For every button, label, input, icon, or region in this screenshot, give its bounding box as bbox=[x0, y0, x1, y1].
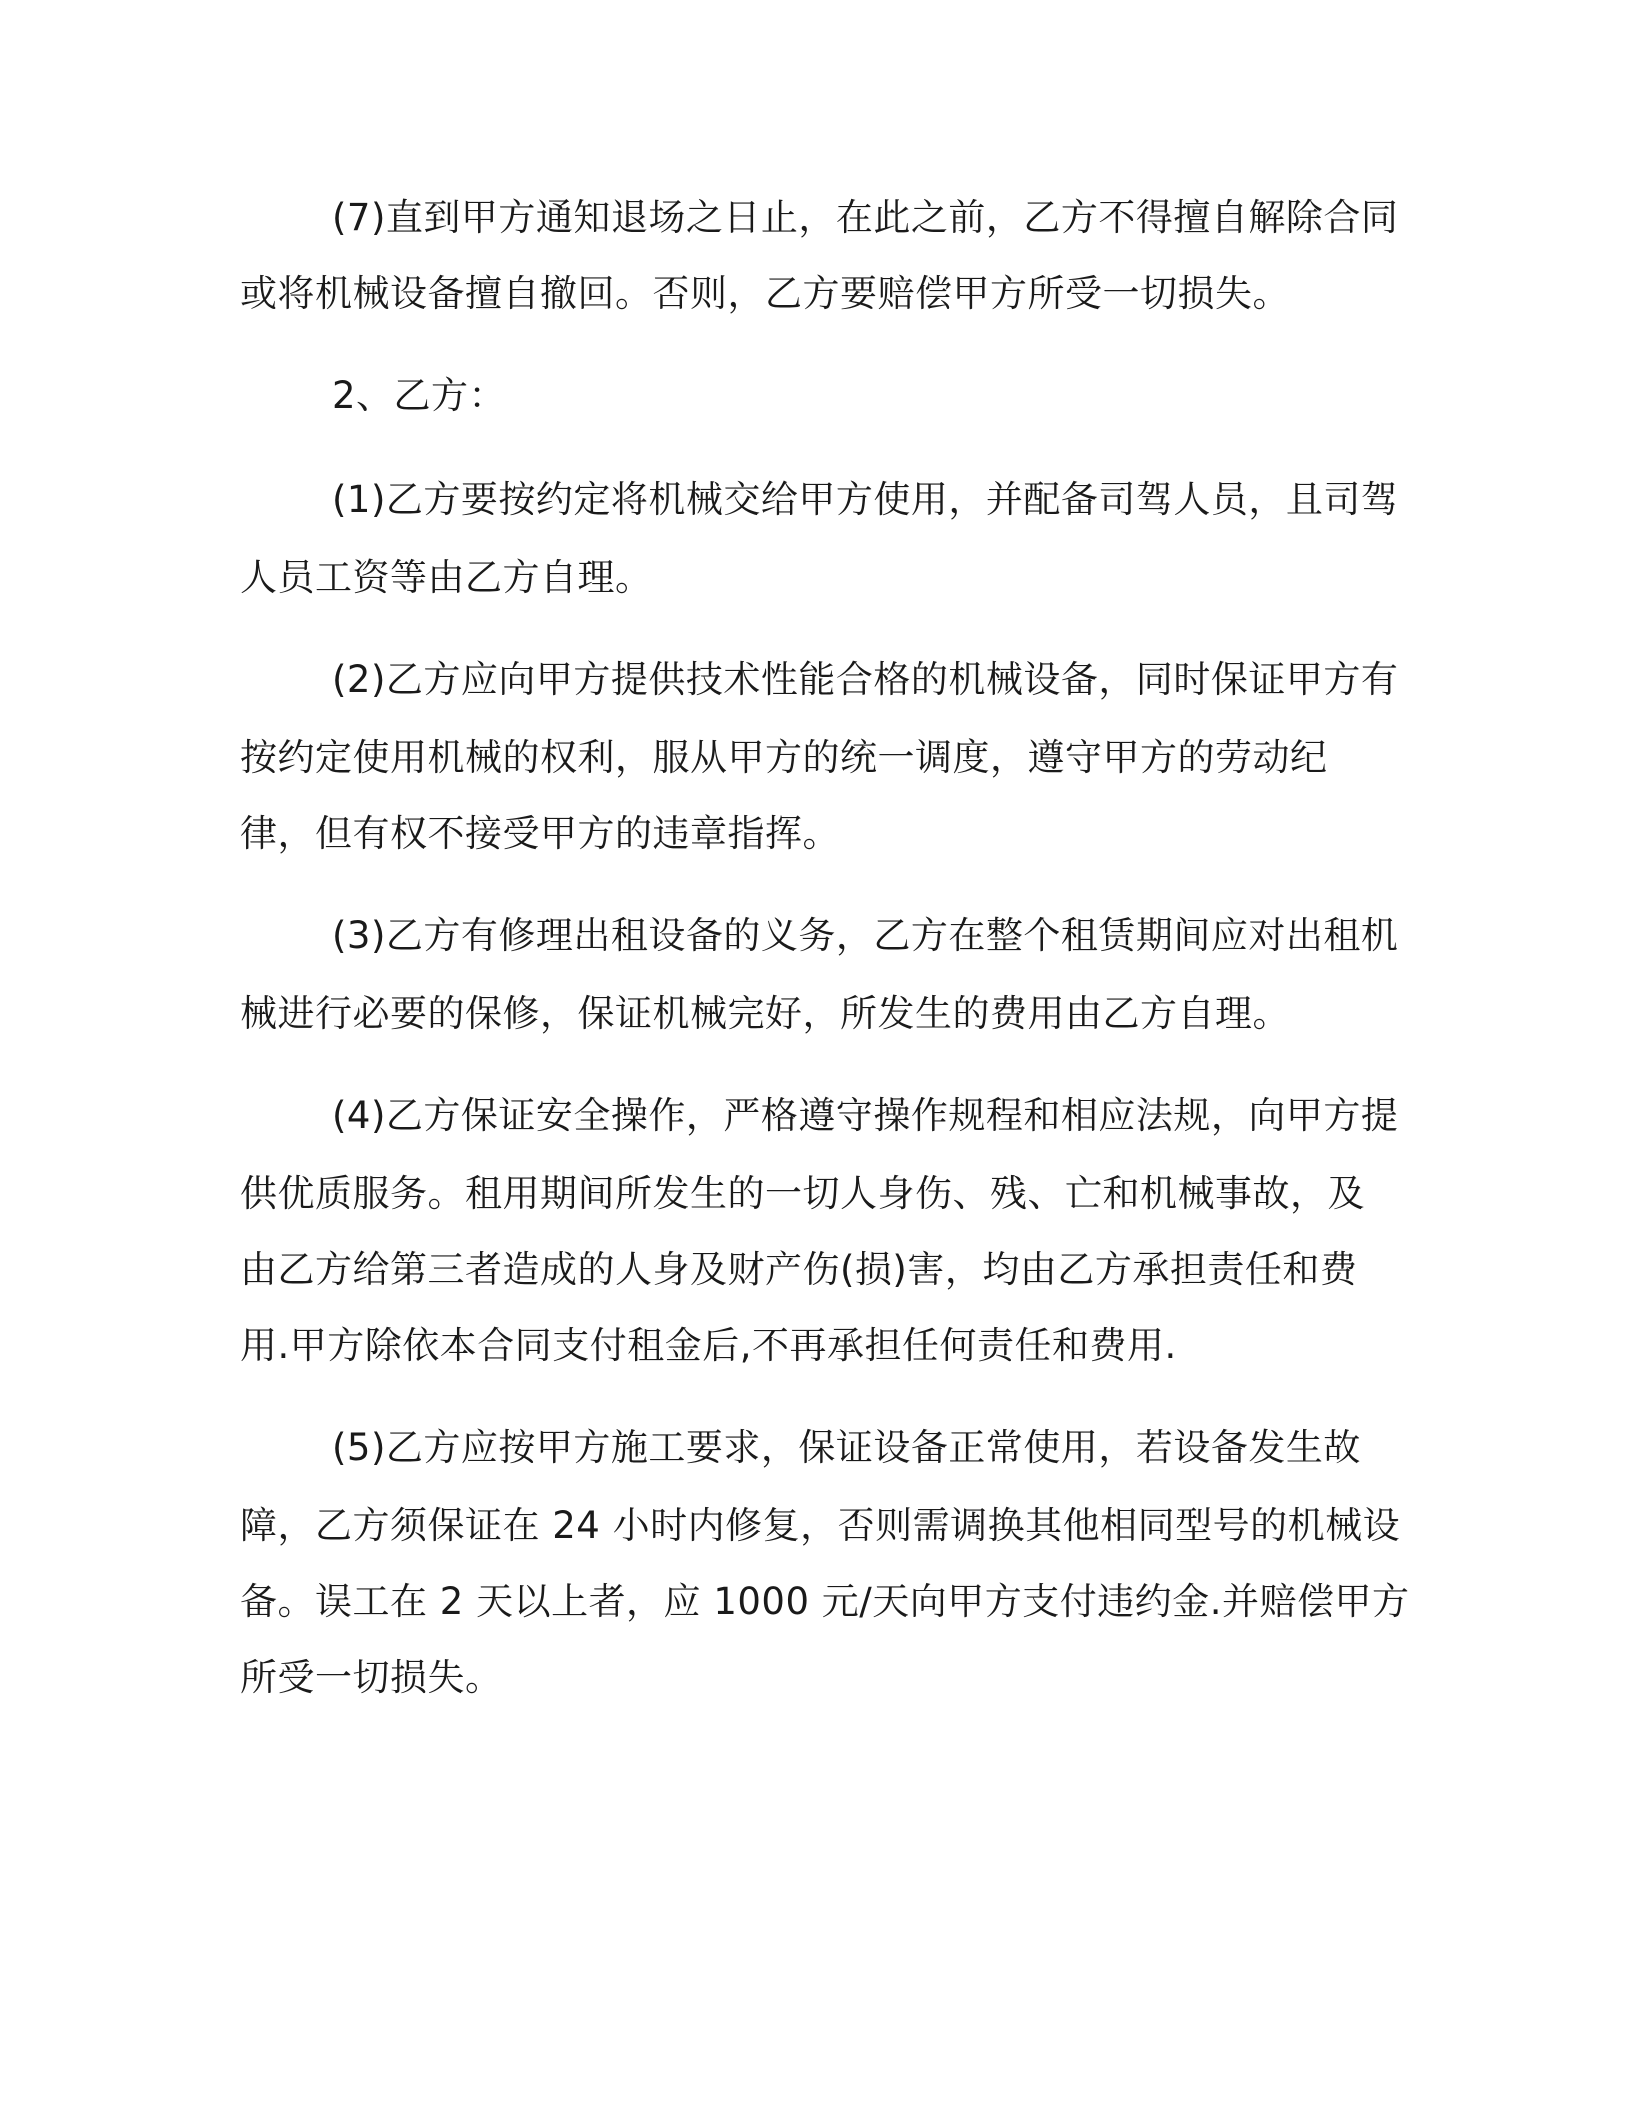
clause-4-line-2: 供优质服务。租用期间所发生的一切人身伤、残、亡和机械事故，及 bbox=[240, 1172, 1365, 1215]
clause-1-line-1: (1)乙方要按约定将机械交给甲方使用，并配备司驾人员，且司驾 bbox=[332, 478, 1399, 521]
clause-3-line-2: 械进行必要的保修，保证机械完好，所发生的费用由乙方自理。 bbox=[240, 992, 1290, 1035]
clause-4-line-3: 由乙方给第三者造成的人身及财产伤(损)害，均由乙方承担责任和费 bbox=[240, 1248, 1358, 1291]
paragraph-7-line-2: 或将机械设备擅自撤回。否则，乙方要赔偿甲方所受一切损失。 bbox=[240, 272, 1290, 315]
clause-5-line-1: (5)乙方应按甲方施工要求，保证设备正常使用，若设备发生故 bbox=[332, 1426, 1361, 1469]
document-page bbox=[240, 0, 1410, 2112]
clause-1-line-2: 人员工资等由乙方自理。 bbox=[240, 556, 653, 599]
clause-5-line-3: 备。误工在 2 天以上者，应 1000 元/天向甲方支付违约金.并赔偿甲方 bbox=[240, 1580, 1410, 1623]
clause-4-line-1: (4)乙方保证安全操作，严格遵守操作规程和相应法规，向甲方提 bbox=[332, 1094, 1399, 1137]
paragraph-7-line-1: (7)直到甲方通知退场之日止，在此之前，乙方不得擅自解除合同 bbox=[332, 196, 1399, 239]
clause-2-line-1: (2)乙方应向甲方提供技术性能合格的机械设备，同时保证甲方有 bbox=[332, 658, 1399, 701]
clause-2-line-2: 按约定使用机械的权利，服从甲方的统一调度，遵守甲方的劳动纪 bbox=[240, 736, 1328, 779]
clause-5-line-2: 障，乙方须保证在 24 小时内修复，否则需调换其他相同型号的机械设 bbox=[240, 1504, 1401, 1547]
clause-5-line-4: 所受一切损失。 bbox=[240, 1656, 503, 1699]
clause-4-line-4: 用.甲方除依本合同支付租金后,不再承担任何责任和费用. bbox=[240, 1324, 1177, 1367]
clause-3-line-1: (3)乙方有修理出租设备的义务，乙方在整个租赁期间应对出租机 bbox=[332, 914, 1399, 957]
clause-2-line-3: 律，但有权不接受甲方的违章指挥。 bbox=[240, 812, 840, 855]
section-heading-party-b: 2、乙方： bbox=[332, 374, 507, 417]
